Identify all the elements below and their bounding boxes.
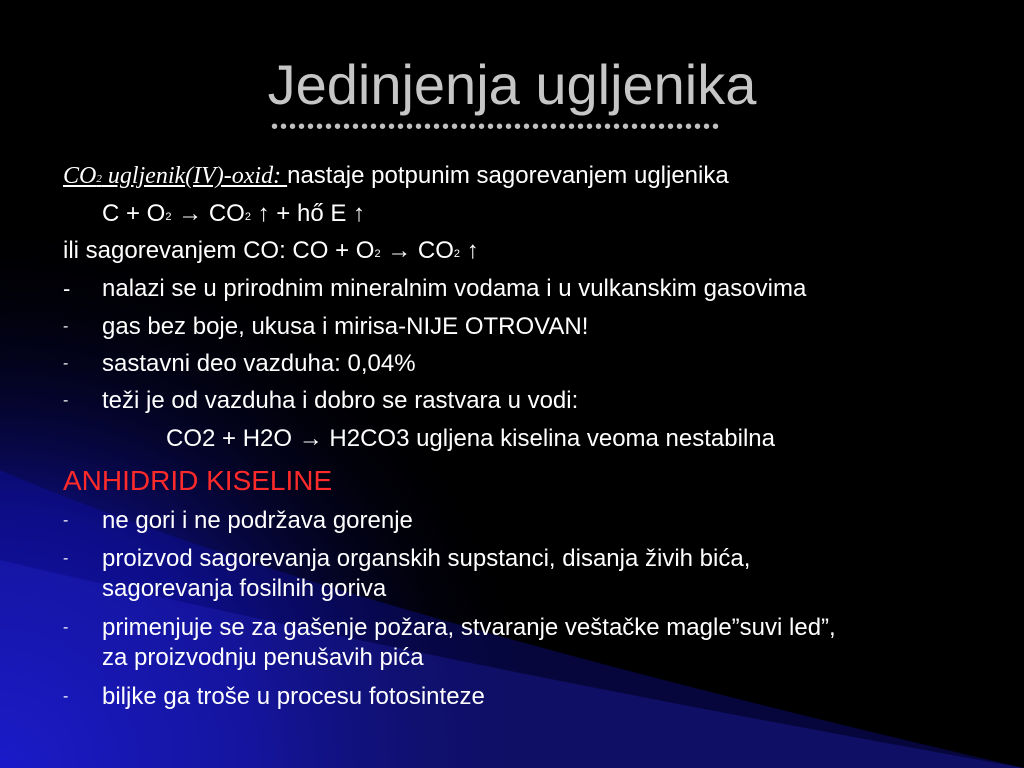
list-item: biljke ga troše u procesu fotosinteze bbox=[102, 683, 485, 710]
co-subscript: 2 bbox=[96, 173, 102, 185]
bullet-dash: - bbox=[63, 276, 71, 301]
bullet-dash: - bbox=[63, 619, 69, 636]
list-item-continuation: sagorevanja fosilnih goriva bbox=[102, 575, 387, 602]
reaction-2-sub1: 2 bbox=[374, 248, 381, 260]
oxide-name: ugljenik(IV)-oxid: bbox=[101, 163, 288, 189]
reaction-1-right: ↑ + hő E ↑ bbox=[250, 200, 366, 227]
co2-name bbox=[63, 163, 287, 189]
list-item: sastavni deo vazduha: 0,04% bbox=[102, 350, 416, 377]
bullet-dash: - bbox=[63, 392, 69, 409]
slide-title: Jedinjenja ugljenika bbox=[267, 53, 757, 116]
reaction-1 bbox=[102, 200, 365, 232]
title-divider: •••••••••••••••••••••••••••••••••••••••••••••••••• bbox=[270, 116, 722, 138]
list-item: teži je od vazduha i dobro se rastvara u vodi: bbox=[102, 387, 579, 414]
intro-line bbox=[63, 162, 729, 194]
list-item: ne gori i ne podržava gorenje bbox=[102, 507, 413, 534]
equation-line: CO2 + H2O → H2CO3 ugljena kiselina veoma nestabilna bbox=[166, 425, 775, 452]
reaction-1-arrow: → CO bbox=[171, 200, 245, 227]
list-item-continuation: za proizvodnju penušavih pića bbox=[102, 644, 424, 671]
list-item: proizvod sagorevanja organskih supstanci, disanja živih bića, bbox=[102, 545, 751, 572]
section-heading: ANHIDRID KISELINE bbox=[63, 465, 333, 496]
co-text: CO bbox=[63, 163, 97, 189]
reaction-1-sub2: 2 bbox=[244, 211, 251, 223]
reaction-1-left: C + O bbox=[102, 200, 166, 227]
reaction-2-arrow: → CO bbox=[380, 237, 454, 264]
bullet-dash: - bbox=[63, 318, 69, 335]
reaction-2 bbox=[63, 237, 479, 269]
bullet-dash: - bbox=[63, 512, 69, 529]
reaction-2-right: ↑ bbox=[460, 237, 479, 264]
bullet-dash: - bbox=[63, 688, 69, 705]
reaction-1-sub1: 2 bbox=[165, 211, 172, 223]
bullet-dash: - bbox=[63, 355, 69, 372]
reaction-2-left: ili sagorevanjem CO: CO + O bbox=[63, 237, 375, 264]
list-item: gas bez boje, ukusa i mirisa-NIJE OTROVAN! bbox=[102, 313, 589, 340]
reaction-2-sub2: 2 bbox=[453, 248, 461, 260]
list-item: primenjuje se za gašenje požara, stvaranje veštačke magle”suvi led”, bbox=[102, 614, 836, 641]
bullet-dash: - bbox=[63, 550, 69, 567]
intro-text: nastaje potpunim sagorevanjem ugljenika bbox=[287, 162, 729, 189]
list-item: nalazi se u prirodnim mineralnim vodama i u vulkanskim gasovima bbox=[102, 275, 807, 302]
